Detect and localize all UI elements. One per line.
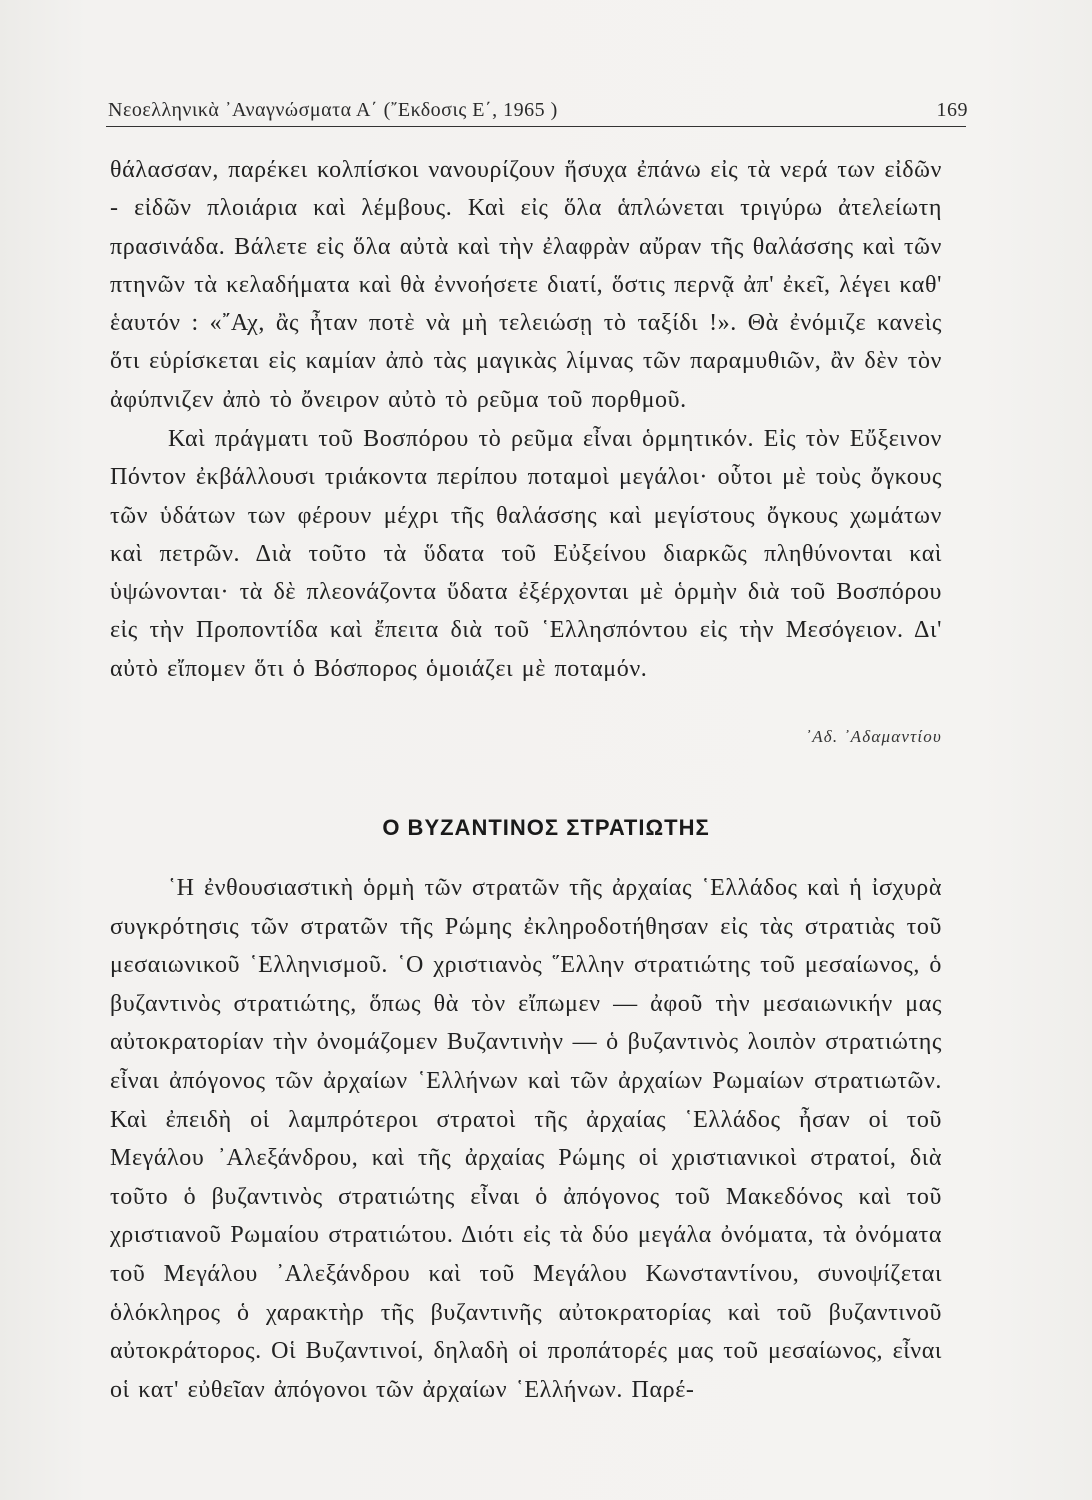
page-number: 169 <box>936 99 968 121</box>
running-header <box>108 86 968 122</box>
section-title: Ο ΒΥΖΑΝΤΙΝΟΣ ΣΤΡΑΤΙΩΤΗΣ <box>382 815 710 840</box>
paragraph-2: Καὶ πράγματι τοῦ Βοσπόρου τὸ ρεῦμα εἶναι ὁρμητικόν. Εἰς τὸν Εὔξεινον Πόντον ἐκβάλλουσι τριάκοντα περίπου ποταμοὶ μεγάλοι· οὗτοι μὲ τοὺς ὄγκους τῶν ὑδάτων των φέρουν μέχρι τῆς θαλάσσης καὶ μεγίστους ὄγκους χωμάτων καὶ πετρῶν. Διὰ τοῦτο τὰ ὕδατα τοῦ Εὐξείνου διαρκῶς πληθύνονται καὶ ὑψώνονται· τὰ δὲ πλεονάζοντα ὕδατα ἐξέρχονται μὲ ὁρμὴν διὰ τοῦ Βοσπόρου εἰς τὴν Προποντίδα καὶ ἔπειτα διὰ τοῦ ῾Ελλησπόντου εἰς τὴν Μεσόγειον. Δι' αὐτὸ εἴπομεν ὅτι ὁ Βόσπορος ὁμοιάζει μὲ ποταμόν. <box>110 426 942 682</box>
paragraph-1: θάλασσαν, παρέκει κολπίσκοι νανουρίζουν ἥσυχα ἐπάνω εἰς τὰ νερά των εἰδῶν - εἰδῶν πλοιάρια καὶ λέμβους. Καὶ εἰς ὅλα ἁπλώνεται τριγύρω ἀτελείωτη πρασινάδα. Βάλετε εἰς ὅλα αὐτὰ καὶ τὴν ἐλαφρὰν αὔραν τῆς θαλάσσης καὶ τῶν πτηνῶν τὰ κελαδήματα καὶ θὰ ἐννοήσετε διατί, ὅστις περνᾷ ἀπ' ἐκεῖ, λέγει καθ' ἑαυτόν : «῎Αχ, ἂς ἦταν ποτὲ νὰ μὴ τελειώσῃ τὸ ταξίδι !». Θὰ ἐνόμιζε κανεὶς ὅτι εὑρίσκεται εἰς καμίαν ἀπὸ τὰς μαγικὰς λίμνας τῶν παραμυθιῶν, ἂν δὲν τὸν ἀφύπνιζεν ἀπὸ τὸ ὄνειρον αὐτὸ τὸ ρεῦμα τοῦ πορθμοῦ. <box>110 157 942 413</box>
book-title: Νεοελληνικὰ ᾿Αναγνώσματα Α΄ (῎Εκδοσις Ε΄, 1965 ) <box>108 99 558 121</box>
author-signature: ᾿Αδ. ᾿Αδαμαντίου <box>805 727 942 746</box>
header-rule <box>106 126 966 127</box>
section-paragraph-1: ῾Η ἐνθουσιαστικὴ ὁρμὴ τῶν στρατῶν τῆς ἀρχαίας ῾Ελλάδος καὶ ἡ ἰσχυρὰ συγκρότησις τῶν στρατῶν τῆς Ρώμης ἐκληροδοτήθησαν εἰς τὰς στρατιὰς τοῦ μεσαιωνικοῦ ῾Ελληνισμοῦ. ῾Ο χριστιανὸς ῞Ελλην στρατιώτης τοῦ μεσαίωνος, ὁ βυζαντινὸς στρατιώτης, ὅπως θὰ τὸν εἴπωμεν — ἀφοῦ τὴν μεσαιωνικήν μας αὐτοκρατορίαν τὴν ὀνομάζομεν Βυζαντινὴν — ὁ βυζαντινὸς λοιπὸν στρατιώτης εἶναι ἀπόγονος τῶν ἀρχαίων ῾Ελλήνων καὶ τῶν ἀρχαίων Ρωμαίων στρατιωτῶν. Καὶ ἐπειδὴ οἱ λαμπρότεροι στρατοὶ τῆς ἀρχαίας ῾Ελλάδος ἦσαν οἱ τοῦ Μεγάλου ᾿Αλεξάνδρου, καὶ τῆς ἀρχαίας Ρώμης οἱ χριστιανικοὶ στρατοί, διὰ τοῦτο ὁ βυζαντινὸς στρατιώτης εἶναι ὁ ἀπόγονος τοῦ Μακεδόνος καὶ τοῦ χριστιανοῦ Ρωμαίου στρατιώτου. Διότι εἰς τὰ δύο μεγάλα ὀνόματα, τὰ ὀνόματα τοῦ Μεγάλου ᾿Αλεξάνδρου καὶ τοῦ Μεγάλου Κωνσταντίνου, συνοψίζεται ὁλόκληρος ὁ χαρακτὴρ τῆς βυζαντινῆς αὐτοκρατορίας καὶ τοῦ βυζαντινοῦ αὐτοκράτορος. Οἱ Βυζαντινοί, δηλαδὴ οἱ προπάτορές μας τοῦ μεσαίωνος, εἶναι οἱ κατ' εὐθεῖαν ἀπόγονοι τῶν ἀρχαίων ῾Ελλήνων. Παρέ- <box>110 875 942 1403</box>
